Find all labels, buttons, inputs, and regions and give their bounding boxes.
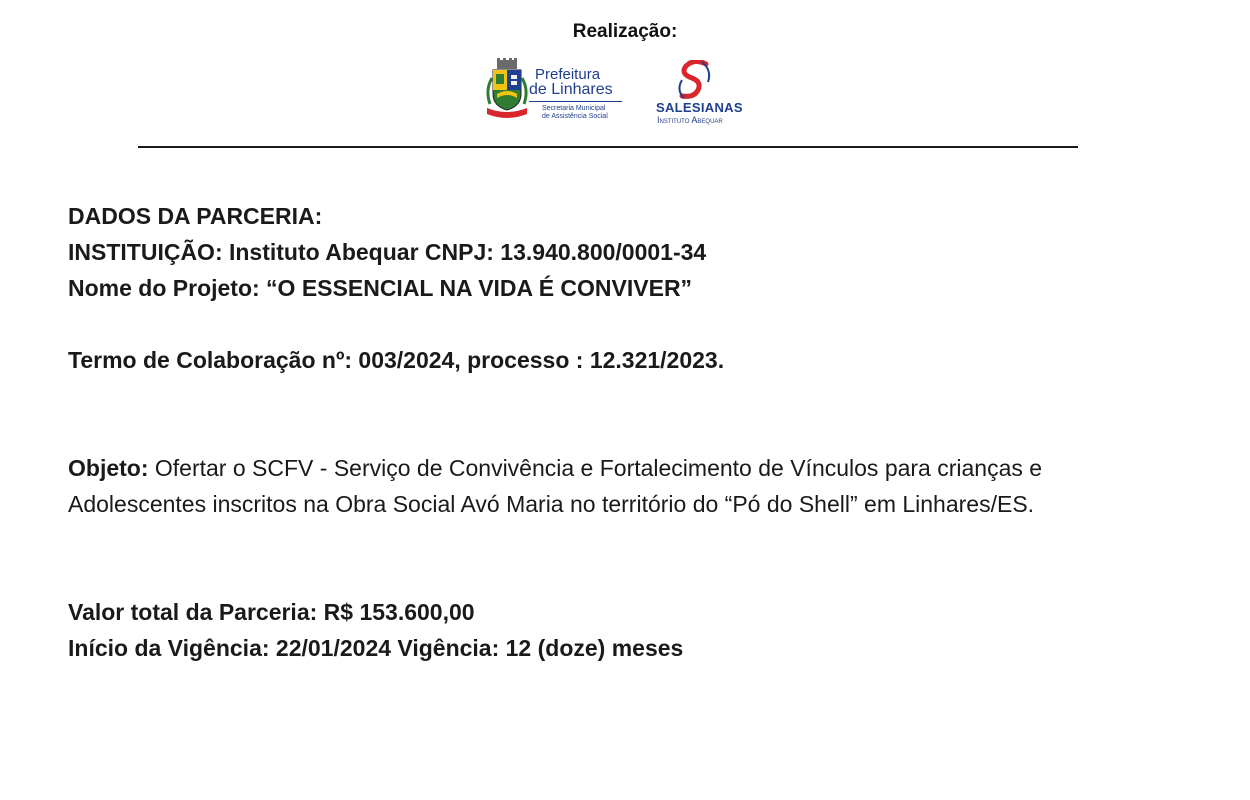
valor-total-line: Valor total da Parceria: R$ 153.600,00 [68,599,475,625]
objeto-label: Objeto: [68,455,149,481]
sponsor-logos [484,58,754,130]
prefeitura-logo-rule [529,101,622,102]
vigencia-line: Início da Vigência: 22/01/2024 Vigência: 12 (doze) meses [68,635,684,661]
prefeitura-sub-line2: de Assistência Social [542,113,608,120]
prefeitura-sub-line1: Secretaria Municipal [542,105,606,112]
spacer [68,378,1178,450]
parceria-heading: DADOS DA PARCERIA: [68,203,323,229]
spacer [68,522,1178,594]
prefeitura-linhares-logo [484,58,629,122]
termo-line: Termo de Colaboração nº: 003/2024, processo : 12.321/2023. [68,347,725,373]
linhares-coat-of-arms-icon [484,58,530,122]
projeto-line: Nome do Projeto: “O ESSENCIAL NA VIDA É CONVIVER” [68,275,693,301]
salesianas-logo [656,60,746,128]
objeto-paragraph [68,450,1178,522]
salesianas-subtitle: Instituto Abequar [657,115,723,125]
salesianas-name: SALESIANAS [656,100,743,115]
instituicao-line: INSTITUIÇÃO: Instituto Abequar CNPJ: 13.940.800/0001-34 [68,239,707,265]
document-body [68,198,1178,666]
header-divider [138,146,1078,148]
spacer [68,306,1178,342]
salesianas-s-mark-icon [672,60,720,100]
realizacao-label: Realização: [572,21,678,42]
prefeitura-line2: de Linhares [529,81,613,98]
prefeitura-line1: Prefeitura [535,66,601,83]
objeto-text: Ofertar o SCFV - Serviço de Convivência e Fortalecimento de Vínculos para crianças e Adolescentes inscritos na Obra Social Avó Maria no território do “Pó do Shell” em Linhares/ES. [68,455,1043,517]
